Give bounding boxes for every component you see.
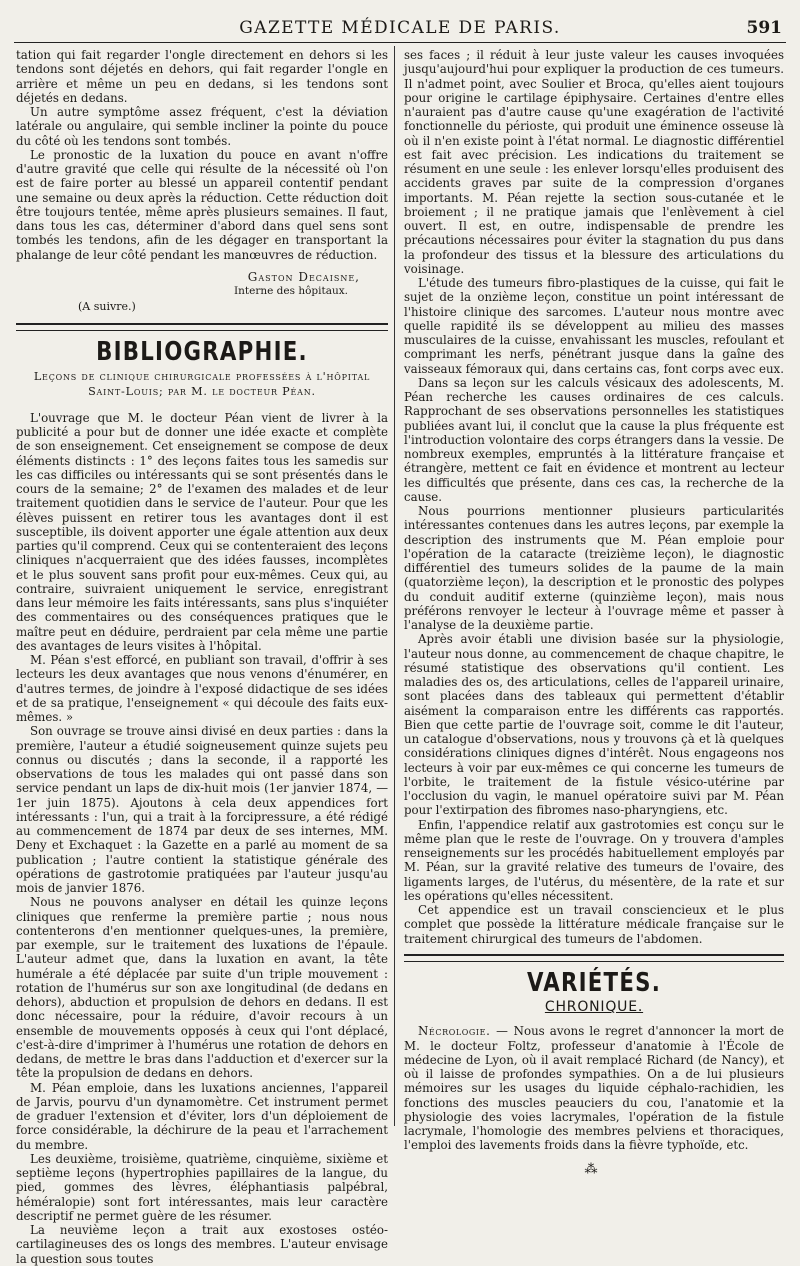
- left-column: [16, 48, 388, 1266]
- obituary-text: Nous avons le regret d'annoncer la mort de M. le docteur Foltz, professeur d'anatomie à l'École de médecine de Lyon, où il avait remplacé Richard (de Nancy), et où il laisse de profondes sympathies. On a de lui plusieurs mémoires sur les usages du liquide céphalo-rachidien, les fonctions des muscles peauciers du cou, l'anatomie et la physiologie des voies lacrymales, l'opération de la fistule lacrymale, l'homologie des membres pelviens et thoraciques, l'emploi des lavements froids dans la fièvre typhoïde, etc.: [404, 1024, 784, 1153]
- paragraph: Son ouvrage se trouve ainsi divisé en deux parties : dans la première, l'auteur a étudié soigneusement quinze sujets peu connus ou discutés ; dans la seconde, il a rapporté les observations de tous les malades qui ont passé dans son service pendant un laps de dix-huit mois (1er janvier 1874, — 1er juin 1875). Ajoutons à cela deux appendices fort intéressants : l'un, qui a trait à la forcipressure, a été rédigé au commencement de 1874 par deux de ses internes, MM. Deny et Exchaquet : la Gazette en a parlé au moment de sa publication ; l'autre contient la statistique générale des opérations de gastrotomie pratiquées par l'auteur jusqu'au mois de janvier 1876.: [16, 724, 388, 895]
- paragraph: M. Péan emploie, dans les luxations anciennes, l'appareil de Jarvis, pourvu d'un dynamomètre. Cet instrument permet de graduer l'extension et d'éviter, lors d'un déploiement de force considérable, la déchirure de la peau et l'arrachement du membre.: [16, 1080, 388, 1152]
- journal-title: GAZETTE MÉDICALE DE PARIS.: [239, 18, 561, 38]
- column-divider: [394, 46, 395, 1126]
- paragraph: L'étude des tumeurs fibro-plastiques de la cuisse, qui fait le sujet de la onzième leçon, constitue un point intéressant de l'histoire clinique des sarcomes. L'auteur nous montre avec quelle rapidité ils se développent au milieu des masses musculaires de la cuisse, envahissant les muscles, refoulant et comprimant les nerfs, pénétrant jusque dans la gaîne des vaisseaux fémoraux qui, dans certains cas, font corps avec eux.: [404, 276, 784, 376]
- right-column: [404, 48, 784, 1177]
- paragraph: Cet appendice est un travail consciencieux et le plus complet que possède la littérature médicale française sur le traitement chirurgical des tumeurs de l'abdomen.: [404, 903, 784, 946]
- section-divider: [404, 954, 784, 962]
- page-number: 591: [746, 18, 782, 38]
- author-role: Interne des hôpitaux.: [233, 285, 348, 297]
- paragraph: Nous pourrions mentionner plusieurs particularités intéressantes contenues dans les autres leçons, par exemple la description des instruments que M. Péan emploie pour l'opération de la cataracte (treizième leçon), le diagnostic différentiel des tumeurs solides de la paume de la main (quatorzième leçon), la description et le pronostic des polypes du conduit auditif externe (quinzième leçon), mais nous préférons renvoyer le lecteur à l'ouvrage même et passer à l'analyse de la deuxième partie.: [404, 504, 784, 632]
- section-title-bibliographie: BIBLIOGRAPHIE.: [96, 336, 308, 367]
- subsection-title-chronique: CHRONIQUE.: [544, 999, 644, 1015]
- paragraph: ses faces ; il réduit à leur juste valeur les causes invoquées jusqu'aujourd'hui pour expliquer la production de ces tumeurs. Il n'admet point, avec Soulier et Broca, qu'elles aient toujours pour origine le cartilage épiphysaire. Certaines d'entre elles n'auraient pas d'autre cause qu'une exagération de l'activité fonctionnelle du périoste, qui produit une éminence osseuse là où il n'en existe point à l'état normal. Le diagnostic différentiel est fait avec précision. Les indications du traitement se résument en une seule : les enlever lorsqu'elles produisent des accidents graves par suite de la compression d'organes importants. M. Péan rejette la section sous-cutanée et le broiement ; il ne pratique jamais que l'enlèvement à ciel ouvert. Il est, en outre, indispensable de prendre les précautions nécessaires pour éviter la stagnation du pus dans la profondeur des tissus et la blessure des articulations du voisinage.: [404, 48, 784, 276]
- book-title: Leçons de clinique chirurgicale professées à l'hôpital Saint-Louis; par M. le docteur Péan.: [33, 369, 371, 398]
- paragraph: Un autre symptôme assez fréquent, c'est la déviation latérale ou angulaire, qui semble incliner la pointe du pouce du côté où les tendons sont tombés.: [16, 105, 388, 148]
- paragraph: Après avoir établi une division basée sur la physiologie, l'auteur nous donne, au commencement de chaque chapitre, le résumé statistique des observations qu'il contient. Les maladies des os, des articulations, celles de l'appareil urinaire, sont placées dans des tableaux qui permettent d'établir aisément la comparaison entre les différents cas rapportés. Bien que cette partie de l'ouvrage soit, comme le dit l'auteur, un catalogue d'observations, nous y trouvons çà et là quelques considérations cliniques dignes d'intérêt. Nous engageons nos lecteurs à voir par eux-mêmes ce qui concerne les tumeurs de l'orbite, le traitement de la fistule vésico-utérine par l'occlusion du vagin, le manuel opératoire suivi par M. Péan pour l'extirpation des fibromes naso-pharyngiens, etc.: [404, 632, 784, 818]
- obituary-paragraph: [404, 1024, 784, 1152]
- paragraph: Enfin, l'appendice relatif aux gastrotomies est conçu sur le même plan que le reste de l'ouvrage. On y trouvera d'amples renseignements sur les procédés habituellement employés par M. Péan, sur la gravité relative des tumeurs de l'ovaire, des ligaments larges, de l'utérus, du mésentère, de la rate et sur les opérations qu'elles nécessitent.: [404, 817, 784, 903]
- paragraph: M. Péan s'est efforcé, en publiant son travail, d'offrir à ses lecteurs les deux avantages que nous venons d'énumérer, en d'autres termes, de joindre à l'exposé didactique de ses idées et de sa pratique, l'enseignement « qui découle des faits eux-mêmes. »: [16, 653, 388, 724]
- paragraph: tation qui fait regarder l'ongle directement en dehors si les tendons sont déjetés en dehors, qui fait regarder l'ongle en arrière et même un peu en dedans, si les tendons sont déjetés en dedans.: [16, 48, 388, 105]
- page-header: [14, 12, 786, 43]
- paragraph: Les deuxième, troisième, quatrième, cinquième, sixième et septième leçons (hypertrophies papillaires de la langue, du pied, gommes des lèvres, éléphantiasis palpébral, héméralopie) sont fort intéressantes, mais leur caractère descriptif ne permet guère de les résumer.: [16, 1151, 388, 1223]
- paragraph: La neuvième leçon a trait aux exostoses ostéo-cartilagineuses des os longs des membres. L'auteur envisage la question sous toutes: [16, 1223, 388, 1266]
- ornament-stars: ⁂: [584, 1161, 604, 1177]
- paragraph: Dans sa leçon sur les calculs vésicaux des adolescents, M. Péan recherche les causes ordinaires de ces calculs. Rapprochant de ses observations personnelles les statistiques publiées avant lui, il conclut que la cause la plus fréquente est l'introduction volontaire des corps étrangers dans la vessie. De nombreux exemples, empruntés à la littérature française et étrangère, mettent ce fait en évidence et montrent au lecteur les difficultés que présente, dans ces cas, la recherche de la cause.: [404, 375, 784, 504]
- to-follow-note: (A suivre.): [78, 300, 136, 314]
- paragraph: Le pronostic de la luxation du pouce en avant n'offre d'autre gravité que celle qui résulte de la nécessité où l'on est de faire porter au blessé un appareil contentif pendant une semaine ou deux après la réduction. Cette réduction doit être toujours tentée, même après plusieurs semaines. Il faut, dans tous les cas, déterminer d'abord dans quel sens sont tombés les tendons, afin de les dégager en transportant la phalange de leur côté pendant les manœuvres de réduction.: [16, 147, 388, 262]
- paragraph: Nous ne pouvons analyser en détail les quinze leçons cliniques que renferme la première partie ; nous nous contenterons d'en mentionner quelques-unes, la première, par exemple, sur le traitement des luxations de l'épaule. L'auteur admet que, dans la luxation en avant, la tête humérale a été déplacée par suite d'un triple mouvement : rotation de l'humérus sur son axe longitudinal (de dedans en dehors), abduction et propulsion de dehors en dedans. Il est donc nécessaire, pour la réduire, d'avoir recours à un ensemble de mouvements opposés à ceux qui l'ont déplacé, c'est-à-dire d'imprimer à l'humérus une rotation de dehors en dedans, de mettre le bras dans l'adduction et d'exercer sur la tête la propulsion de dedans en dehors.: [16, 895, 388, 1081]
- section-divider: [16, 323, 388, 331]
- paragraph: L'ouvrage que M. le docteur Péan vient de livrer à la publicité a pour but de donner une idée exacte et complète de son enseignement. Cet enseignement se compose de deux éléments distincts : 1° des leçons faites tous les samedis sur les cas difficiles ou intéressants qui se sont présentés dans le cours de la semaine; 2° de l'examen des malades et de leur traitement quotidien dans le service de l'auteur. Pour que les élèves puissent en retirer tous les avantages dont il est susceptible, ils doivent apporter une égale attention aux deux parties qu'il comprend. Ceux qui se contenteraient des leçons cliniques n'acquerraient que des idées fausses, incomplètes et le plus souvent sans profit pour eux-mêmes. Ceux qui, au contraire, suivraient uniquement le service, enregistrant dans leur mémoire les faits intéressants, sans plus s'inquiéter des commentaires ou des conséquences pratiques que le maître peut en déduire, perdraient par cela même une partie des avantages de leurs visites à l'hôpital.: [16, 410, 388, 653]
- section-title-varietes: VARIÉTÉS.: [526, 967, 662, 998]
- author-signature: Gaston Decaisne,: [247, 269, 360, 284]
- obituary-lead: Nécrologie. —: [418, 1024, 509, 1039]
